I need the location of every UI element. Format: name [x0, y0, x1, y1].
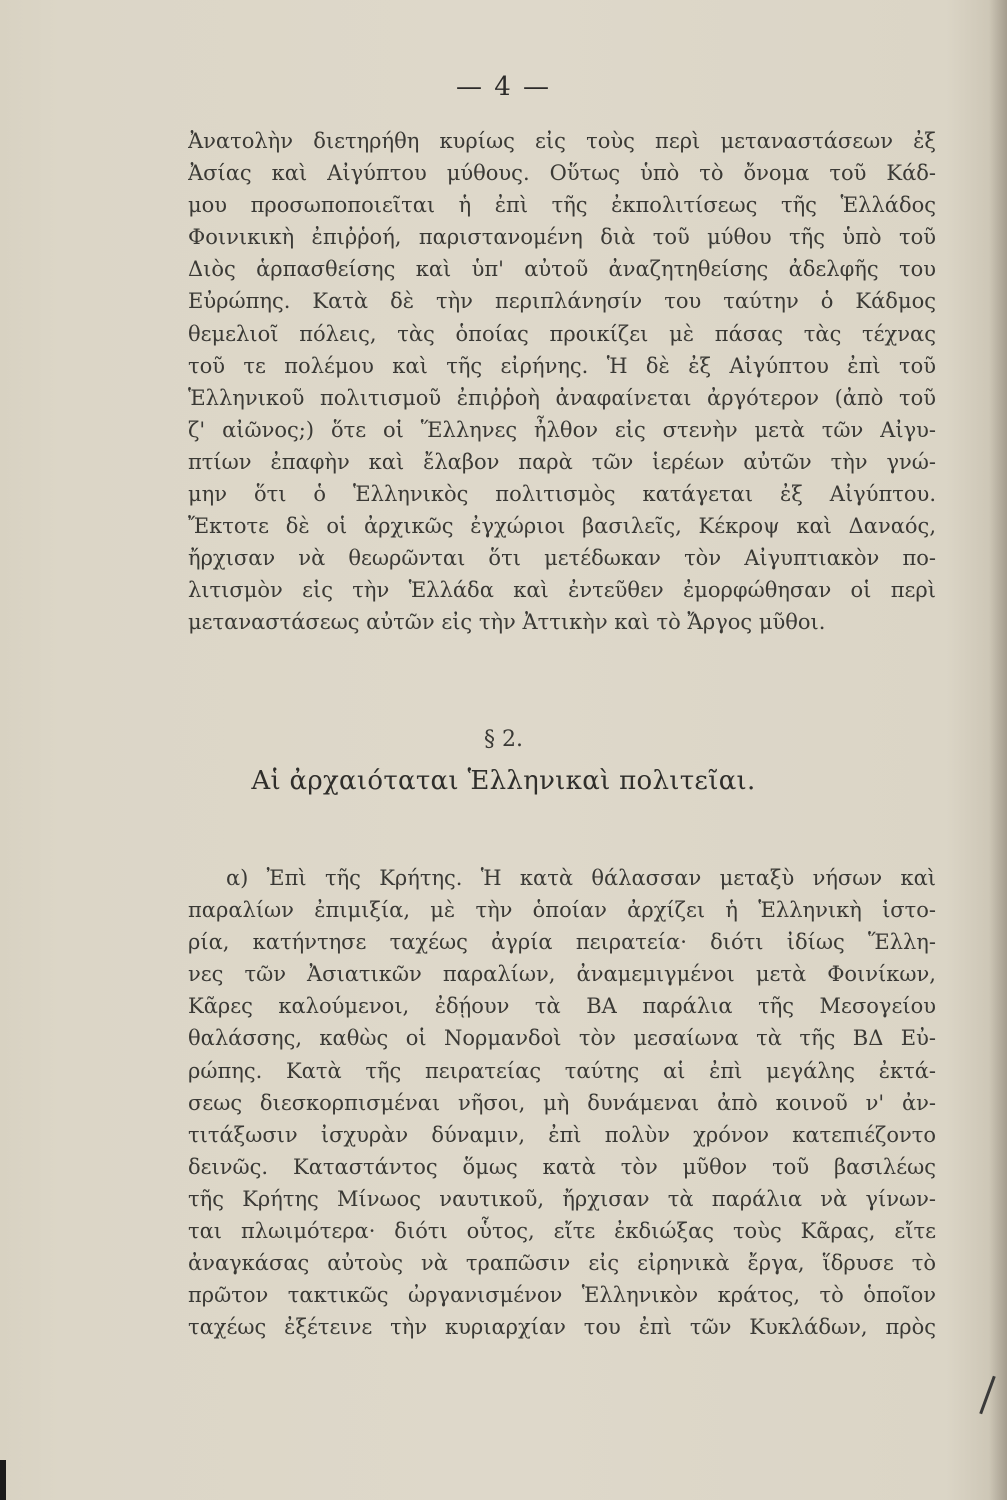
- text-line: πτίων ἐπαφὴν καὶ ἔλαβον παρὰ τῶν ἱερέων αὐτῶν τὴν γνώ-: [188, 449, 936, 474]
- scan-edge-mark: [0, 1460, 6, 1500]
- text-line: ἤρχισαν νὰ θεωρῶνται ὅτι μετέδωκαν τὸν Αἰγυπτιακὸν πο-: [188, 546, 936, 571]
- text-line: σεως διεσκορπισμέναι νῆσοι, μὴ δυνάμεναι ἀπὸ κοινοῦ ν' ἀν-: [188, 1090, 936, 1115]
- text-line: μεταναστάσεως αὐτῶν εἰς τὴν Ἀττικὴν καὶ τὸ Ἄργος μῦθοι.: [188, 610, 826, 635]
- text-line: τοῦ τε πολέμου καὶ τῆς εἰρήνης. Ἡ δὲ ἐξ Αἰγύπτου ἐπὶ τοῦ: [188, 353, 936, 378]
- paragraph-1: [188, 125, 936, 639]
- text-line: Ἀσίας καὶ Αἰγύπτου μύθους. Οὕτως ὑπὸ τὸ ὄνομα τοῦ Κάδ-: [188, 161, 936, 186]
- text-line: Ἑλληνικοῦ πολιτισμοῦ ἐπιῤῥοὴ ἀναφαίνεται ἀργότερον (ἀπὸ τοῦ: [188, 385, 936, 410]
- text-line: Διὸς ἁρπασθείσης καὶ ὑπ' αὐτοῦ ἀναζητηθείσης ἀδελφῆς του: [188, 257, 936, 282]
- text-line: Κᾶρες καλούμενοι, ἐδῄουν τὰ ΒΑ παράλια τῆς Μεσογείου: [188, 994, 936, 1019]
- text-line: ρώπης. Κατὰ τῆς πειρατείας ταύτης αἱ ἐπὶ μεγάλης ἐκτά-: [188, 1058, 936, 1083]
- text-line: Φοινικικὴ ἐπιῤῥοή, παριστανομένη διὰ τοῦ μύθου τῆς ὑπὸ τοῦ: [188, 225, 936, 250]
- section-number: § 2.: [484, 727, 523, 752]
- section-title: Αἱ ἀρχαιόταται Ἑλληνικαὶ πολιτεῖαι.: [251, 766, 756, 796]
- page-number: — 4 —: [455, 72, 552, 102]
- paragraph-2: [188, 862, 936, 1343]
- text-line: θεμελιοῖ πόλεις, τὰς ὁποίας προικίζει μὲ πάσας τὰς τέχνας: [188, 321, 936, 346]
- text-line: θαλάσσης, καθὼς οἱ Νορμανδοὶ τὸν μεσαίωνα τὰ τῆς ΒΔ Εὐ-: [188, 1026, 936, 1051]
- text-line: ται πλωιμότερα· διότι οὗτος, εἴτε ἐκδιώξας τοὺς Κᾶρας, εἴτε: [188, 1219, 936, 1244]
- text-line: ρία, κατήντησε ταχέως ἀγρία πειρατεία· διότι ἰδίως Ἕλλη-: [188, 930, 936, 955]
- text-line: δεινῶς. Καταστάντος ὅμως κατὰ τὸν μῦθον τοῦ βασιλέως: [188, 1154, 936, 1179]
- text-line: μου προσωποποιεῖται ἡ ἐπὶ τῆς ἐκπολιτίσεως τῆς Ἑλλάδος: [188, 193, 936, 218]
- text-line: ζ' αἰῶνος;) ὅτε οἱ Ἕλληνες ἦλθον εἰς στενὴν μετὰ τῶν Αἰγυ-: [188, 417, 936, 442]
- text-line: νες τῶν Ἀσιατικῶν παραλίων, ἀναμεμιγμένοι μετὰ Φοινίκων,: [188, 962, 936, 987]
- text-line: Ἔκτοτε δὲ οἱ ἀρχικῶς ἐγχώριοι βασιλεῖς, Κέκροψ καὶ Δαναός,: [188, 514, 936, 539]
- text-line: τῆς Κρήτης Μίνωος ναυτικοῦ, ἤρχισαν τὰ παράλια νὰ γίνων-: [188, 1186, 936, 1211]
- text-line: α) Ἐπὶ τῆς Κρήτης. Ἡ κατὰ θάλασσαν μεταξὺ νήσων καὶ: [226, 866, 936, 890]
- text-line: πρῶτον τακτικῶς ὠργανισμένον Ἑλληνικὸν κράτος, τὸ ὁποῖον: [188, 1283, 936, 1308]
- text-line: μην ὅτι ὁ Ἑλληνικὸς πολιτισμὸς κατάγεται ἐξ Αἰγύπτου.: [188, 482, 936, 507]
- text-line: λιτισμὸν εἰς τὴν Ἑλλάδα καὶ ἐντεῦθεν ἐμορφώθησαν οἱ περὶ: [188, 578, 936, 603]
- text-line: τιτάξωσιν ἰσχυρὰν δύναμιν, ἐπὶ πολὺν χρόνον κατεπιέζοντο: [188, 1122, 936, 1147]
- text-line: παραλίων ἐπιμιξία, μὲ τὴν ὁποίαν ἀρχίζει ἡ Ἑλληνικὴ ἱστο-: [188, 898, 936, 923]
- text-line: Εὐρώπης. Κατὰ δὲ τὴν περιπλάνησίν του ταύτην ὁ Κάδμος: [188, 289, 936, 314]
- text-line: ταχέως ἐξέτεινε τὴν κυριαρχίαν του ἐπὶ τῶν Κυκλάδων, πρὸς: [188, 1315, 936, 1340]
- text-line: ἀναγκάσας αὐτοὺς νὰ τραπῶσιν εἰς εἰρηνικὰ ἔργα, ἵδρυσε τὸ: [188, 1251, 936, 1276]
- text-line: Ἀνατολὴν διετηρήθη κυρίως εἰς τοὺς περὶ μεταναστάσεων ἐξ: [188, 129, 936, 153]
